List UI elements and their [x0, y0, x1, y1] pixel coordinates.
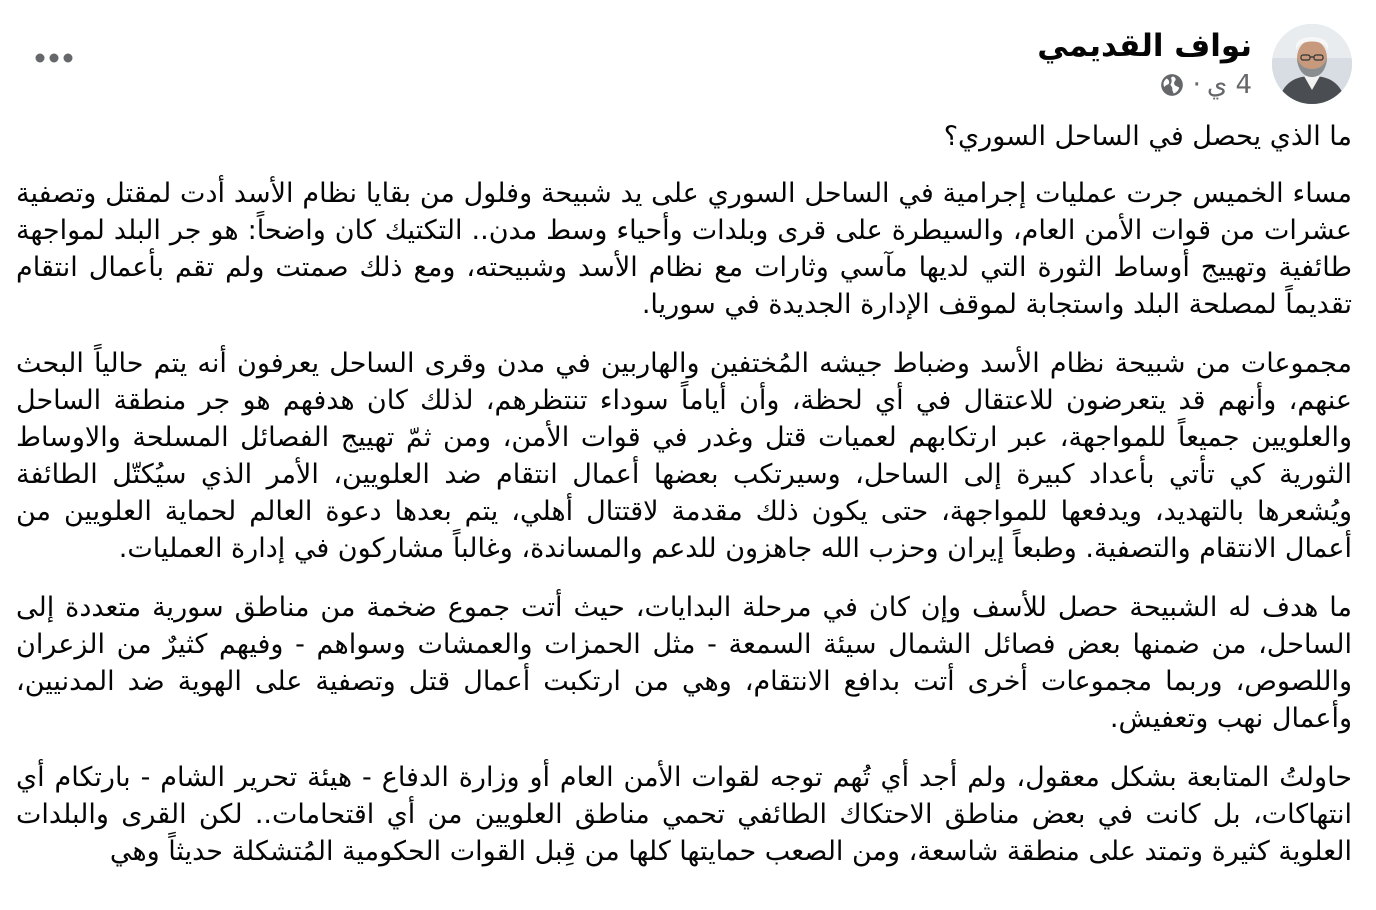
globe-icon[interactable] [1159, 72, 1185, 98]
avatar-portrait-icon [1272, 24, 1352, 104]
author-name[interactable]: نواف القديمي [1037, 28, 1252, 64]
post-paragraph: ما الذي يحصل في الساحل السوري؟ [943, 121, 1352, 152]
post-content [16, 118, 1352, 892]
post-paragraph: مساء الخميس جرت عمليات إجرامية في الساحل السوري على يد شبيحة وفلول من بقايا نظام الأسد أدت لمقتل وتصفية عشرات من قوات الأمن العام، والسيطرة على قرى وبلدات وأحياء وسط مدن.. التكتيك كان واضحاً: هو جر البلد لمواجهة طائفية وتهييج أوساط الثورة التي لديها مآسي وثارات مع نظام الأسد وشبيحته، ومع ذلك صمتت ولم تقم بأعمال انتقام تقديماً لمصلحة البلد واستجابة لموقف الإدارة الجديدة في سوريا. [16, 178, 1352, 320]
post-timestamp[interactable]: 4 ي [1206, 70, 1252, 100]
post-paragraph: ما هدف له الشبيحة حصل للأسف وإن كان في مرحلة البدايات، حيث أتت جموع ضخمة من مناطق سورية متعددة إلى الساحل، من ضمنها بعض فصائل الشمال سيئة السمعة - مثل الحمزات والعمشات وسواهم - وفيهم كثيرٌ من الزعران واللصوص، وربما مجموعات أخرى أتت بدافع الانتقام، وهي من ارتكبت أعمال قتل وتصفية على الهوية ضد المدنيين، وأعمال نهب وتعفيش. [16, 592, 1352, 734]
author-block [1037, 26, 1252, 100]
post-meta [1037, 70, 1252, 100]
meta-separator: · [1192, 70, 1201, 100]
more-options-icon [34, 52, 74, 64]
more-options-button[interactable] [24, 38, 84, 78]
author-avatar[interactable] [1272, 24, 1352, 104]
post-paragraph: حاولتُ المتابعة بشكل معقول، ولم أجد أي تُهم توجه لقوات الأمن العام أو وزارة الدفاع - هيئة تحرير الشام - بارتكام أي انتهاكات، بل كانت في بعض مناطق الاحتكاك الطائفي تحمي مناطق العلويين من أي اقتحامات.. لكن القرى والبلدات العلوية كثيرة وتمتد على منطقة شاسعة، ومن الصعب حمايتها كلها من قِبل القوات الحكومية المُتشكلة حديثاً وهي [16, 762, 1352, 867]
post-header [24, 24, 1352, 108]
post-paragraph: مجموعات من شبيحة نظام الأسد وضباط جيشه المُختفين والهاربين في مدن وقرى الساحل يعرفون أنه يتم حالياً البحث عنهم، وأنهم قد يتعرضون للاعتقال في أي لحظة، وأن أياماً سوداء تنتظرهم، لذلك كان هدفهم هو جر منطقة الساحل والعلويين جميعاً للمواجهة، عبر ارتكابهم لعميات قتل وغدر في قوات الأمن، ومن ثمّ تهييج الفصائل المسلحة والاوساط الثورية كي تأتي بأعداد كبيرة إلى الساحل، وسيرتكب بعضها أعمال انتقام ضد العلويين، الأمر الذي سيُكتّل الطائفة ويُشعرها بالتهديد، ويدفعها للمواجهة، حتى يكون ذلك مقدمة لاقتتال أهلي، يتم بعدها دعوة العالم لحماية العلويين من أعمال الانتقام والتصفية. وطبعاً إيران وحزب الله جاهزون للدعم والمساندة، وغالباً مشاركون في إدارة العمليات. [16, 348, 1352, 564]
